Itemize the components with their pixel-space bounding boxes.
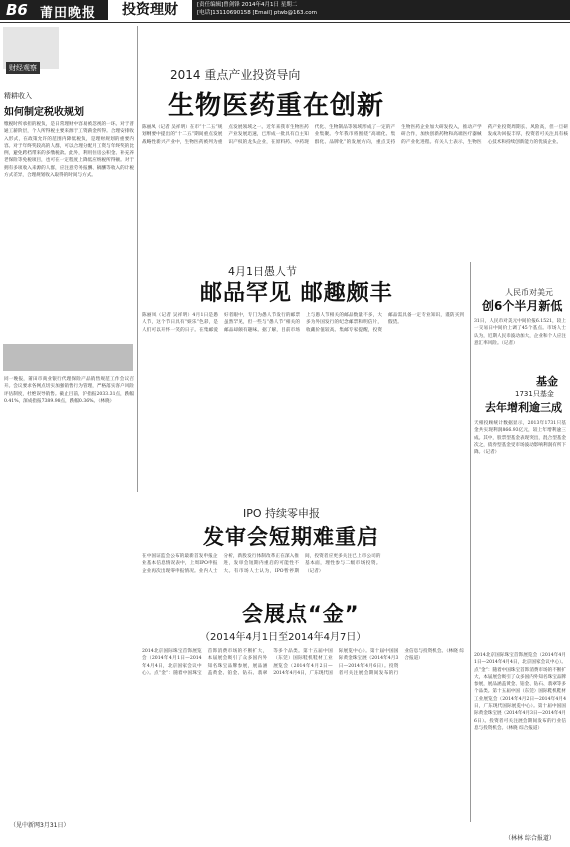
story4-headline: 会展点“金” xyxy=(242,602,360,626)
story2-body: 陈丽凤（记者 吴祥明）4月1日是愚人节，这个节日具有“娱乐”色彩，是人们可以开怀一笑的日子。在集邮爱好者眼中，专门为愚人节发行的邮票虽然罕见，但一些与“愚人节”相关的邮品却颇有趣味。据了解，目前市场上与愚人节相关的邮品数量不多，大多为外国发行的纪念邮票和明信片，收藏价值较高。集邮专家提醒，投资邮品需具备一定专业知识，谨防买到假货。 xyxy=(142,313,464,333)
header-meta xyxy=(197,1,317,17)
right-column-divider xyxy=(470,262,471,822)
story3-body: 在中国证监会公布的最新首发申报企业基本信息情况表中，上周IPO申报企业再次出现零申报情况。业内人士分析，新股发行体制改革正在深入推进，发审会短期内重启的可能性不大。有市场人士认为，IPO暂停期间，投资者应更多关注已上市公司的基本面，理性参与二级市场投资。（记者） xyxy=(142,554,381,574)
story4-subtitle: （2014年4月1日至2014年4月7日） xyxy=(200,632,367,643)
sidebar-title: 如何制定税收规划 xyxy=(4,107,84,118)
fund-kicker: 1731只基金 xyxy=(515,390,554,398)
sidebar-body-2: 同一晚报，莆田市商业银行代理保险产品销售规范工作会议召开。会议要求各网点切实加强销售行为管理，严格落实客户风险评估制度，杜绝误导销售。截止目前，沪指报2033.31点，跌幅0.41%，深成指报7389.98点，跌幅0.36%。（林晓） xyxy=(4,377,134,404)
story2-kicker: 4月1日愚人节 xyxy=(228,265,297,278)
sidebar-body: 缴税时所承担的税负，是日常理财中容易被忽视的一环。对于普通工薪阶层，个人所得税主要来源于工资薪金所得。合理安排收入形式，在政策允许的范围内降低税负，是理财规划的重要内容。对于年终奖较高的人群，可以合理分配月工资与年终奖的比例，避免跨档带来的多缴税款。此外，利用住房公积金、补充养老保险等免税项目，也可在一定程度上降低应纳税所得额。对于拥有多项收入来源的人群，应注意劳务报酬、稿酬等收入的计税方式差异，合理规划收入取得的时间与方式。 xyxy=(4,122,134,179)
rmb-body: 31日，人民币对美元中间价报6.1521，较上一交易日中间价上调了45个基点。市场人士认为，近期人民币波动加大，企业和个人应注意汇率风险。（记者） xyxy=(474,319,566,346)
header-meta-line2: [电话]13110690158 [Email] ptwb@163.com xyxy=(197,10,317,16)
story4-side-body: 2014北京国际珠宝首饰展览会（2014年4月1日—2014年4月4日，北京国家会议中心）。点“金”：随着中国珠宝首饰消费市场的不断扩大，本届展会吸引了众多国内外知名珠宝品牌参展，展品涵盖黄金、铂金、钻石、翡翠等多个品类。第十五届中国（东莞）国际鞋机鞋材工业展览会（2014年4月2日—2014年4月4日，广东现代国际展览中心）。第十届中国国际黄金珠宝展（2014年4月3日—2014年4月6日）。投资者可关注展会期间发布的行业信息与投资机会。（林晓 综合报道） xyxy=(474,653,566,731)
story3-kicker: IPO 持续零申报 xyxy=(243,507,321,520)
fund-headline: 去年增利逾三成 xyxy=(485,401,562,414)
sidebar-section-label: 财经观察 xyxy=(6,62,40,74)
footer-left: （见中新网3月31日） xyxy=(10,822,70,829)
story3-headline: 发审会短期难重启 xyxy=(203,525,379,549)
sidebar-subtitle: 精耕收入 xyxy=(4,92,32,100)
header-rule xyxy=(0,22,570,23)
story1-body: 陈丽凤（记者 吴祥明）在市“十二五”规划纲要中提出的“十二五”期间重点发展战略性新兴产业中，生物医药被列为重点发展领域之一。近年来我市生物医药产业发展迅速，已形成一批具有自主知识产权的龙头企业，在原料药、中药现代化、生物制品等领域形成了一定的产业集聚。今年我市将围绕“高端化、集群化、品牌化”的发展方向，重点支持生物医药企业加大研发投入，推动产学研合作，加快创新药物和高端医疗器械的产业化进程。有关人士表示，生物医药产业投资周期长、风险高，但一旦研发成功回报丰厚，投资者可关注具有核心技术和持续创新能力的优质企业。 xyxy=(142,125,568,145)
column-name: 投资理财 xyxy=(108,0,192,20)
story4-body: 2014北京国际珠宝首饰展览会（2014年4月1日—2014年4月4日，北京国家会议中心）。点“金”：随着中国珠宝首饰消费市场的不断扩大，本届展会吸引了众多国内外知名珠宝品牌参展，展品涵盖黄金、铂金、钻石、翡翠等多个品类。第十五届中国（东莞）国际鞋机鞋材工业展览会（2014年4月2日—2014年4月4日，广东现代国际展览中心）。第十届中国国际黄金珠宝展（2014年4月3日—2014年4月6日）。投资者可关注展会期间发布的行业信息与投资机会。（林晓 综合报道） xyxy=(142,649,464,676)
story1-headline: 生物医药重在创新 xyxy=(168,91,385,121)
story1-kicker: 2014 重点产业投资导向 xyxy=(170,68,301,82)
newspaper-brand: 莆田晚报 xyxy=(40,6,97,21)
fund-body: 天相投顾统计数据显示，2013年1731只基金共实现利润866.93亿元，较上年增利逾三成。其中，股票型基金表现突出，混合型基金次之，债券型基金受市场波动影响利润有所下降。（记者） xyxy=(474,421,566,456)
header-meta-line1: [责任编辑]曾剑锋 2014年4月1日 星期二 xyxy=(197,2,298,8)
sidebar-divider xyxy=(137,26,138,492)
story2-headline: 邮品罕见 邮趣颇丰 xyxy=(200,281,393,306)
footer-right: （林林 综合报道） xyxy=(505,835,555,842)
rmb-kicker: 人民币对美元 xyxy=(505,288,553,297)
rmb-headline: 创6个半月新低 xyxy=(482,299,563,313)
page-number: B6 xyxy=(6,1,28,19)
fund-label: 基金 xyxy=(536,375,558,388)
sidebar-photo xyxy=(3,344,133,371)
